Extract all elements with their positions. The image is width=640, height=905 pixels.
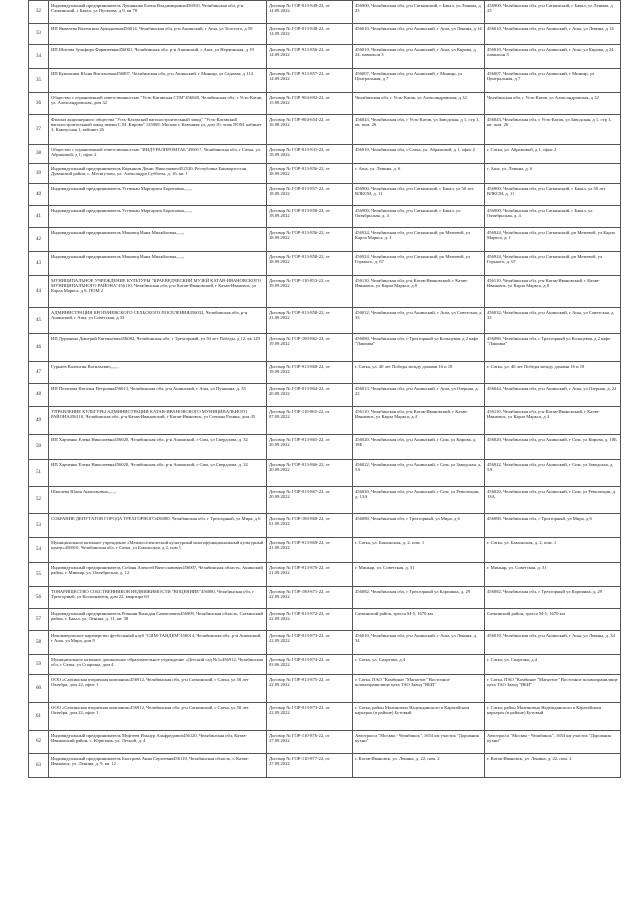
- service-address: 456022, Челябинская обл, р-н Ашинский, г Сим, ул Заводская, д. 5А: [485, 460, 621, 487]
- row-number: 39: [29, 164, 49, 184]
- table-row: [29, 487, 621, 514]
- table-row: [29, 164, 621, 184]
- row-number: 63: [29, 754, 49, 778]
- object-location: 456080, Челябинская обл, г Трехгорный, ул Мира, д 6: [353, 514, 485, 538]
- contract-reference: Договор № ГОР-913-873-22, от 22.09.2022: [267, 703, 353, 731]
- object-location: 456924, Челябинская обл, р-н Саткинский, рп Межевой, ул Карла Маркса, д. 1: [353, 228, 485, 252]
- object-location: 456043, Челябинская обл, г Усть-Катав, ул Заводская, д 1, стр 1, кв. пом. 26: [353, 115, 485, 145]
- organization-name: ООО «Саткинская вторичная компания»456912, Челябинская обл, р-н Саткинский, г Сатка, ул 50 лет Октября, дом 22, офис 1: [49, 675, 267, 703]
- contract-reference: Договор № ГОР-913-875-22, от 22.09.2022: [267, 675, 353, 703]
- contract-reference: Договор № ГОР-913-857-22, от 14.09.2022: [267, 69, 353, 93]
- object-location: г. Миньяр, ул. Советская, д. 31: [353, 563, 485, 587]
- organization-name: Муниципальное казенное дошкольное образовательное учреждение «Детский сад №3»456912, Челябинская обл, г Сатка, ул Спартака, дом 4: [49, 655, 267, 675]
- table-row: [29, 334, 621, 362]
- row-number: 53: [29, 514, 49, 538]
- table-row: [29, 587, 621, 609]
- object-location: Челябинская обл, г Усть-Катав, ул Александровская, д 32: [353, 93, 485, 115]
- table-row: [29, 24, 621, 45]
- service-address: 456900, Челябинская обл, р-н Саткинский, г Бакал, ул Октябрьская, д. 4: [485, 206, 621, 228]
- object-location: 456010, Челябинская обл, р-н Ашинский, г Аша, ул Ленина, д. 34: [353, 631, 485, 655]
- table-row: [29, 228, 621, 252]
- table-row: [29, 45, 621, 69]
- organization-name: Индивидуальный предприниматель Рошнян Вильдан Самвелович456909, Челябинская область, Саткинский район, г. Бакал, ул. Ленина, д. 11, кв. 38: [49, 609, 267, 631]
- organization-name: ТОВАРИЩЕСТВО СОБСТВЕННИКОВ НЕДВИЖИМОСТИ "ВОЦЕНИЙЕ"456080, Челябинская обл, г Трехгорный, ул Космонавтов, дом 22, квартира 63: [49, 587, 267, 609]
- row-number: 50: [29, 435, 49, 460]
- service-address: г. Сатка, ул. Бакальская, д. 2, пом. 1: [485, 538, 621, 563]
- service-address: г. Сатка, ул. Спартака, д.4: [485, 655, 621, 675]
- row-number: 34: [29, 45, 49, 69]
- organization-name: Некоммерческое партнерство футбольный клуб "СИМ-ТАНДЕМ"456014, Челябинская обл, р-н Ашинский, г Аша, ул Мира, дом 9: [49, 631, 267, 655]
- contract-reference: Договор № ГОР-913-857-22, от 18.09.2022: [267, 184, 353, 206]
- contract-reference: Договор № ГОР-913-867-22, от 20.09.2022: [267, 487, 353, 514]
- contract-reference: Договор № ГОР-110-877-22, от 27.09.2022: [267, 754, 353, 778]
- service-address: Саткинский район, трасса М-5, 1670 км: [485, 609, 621, 631]
- service-address: 456082, Челябинская обл, г Трехгорный ул Карпинка, д. 29: [485, 587, 621, 609]
- object-location: г. Сатка, район Малиновых Надеждинского в Карагайском карьерах (в районе) Бутовый: [353, 703, 485, 731]
- contract-reference: Договор № ГОР-913-849-22, от 14.09.2022: [267, 1, 353, 24]
- organization-name: Индивидуальный предприниматель Устюжан Маргарита Борисовна,,,,,,,: [49, 206, 267, 228]
- row-number: 35: [29, 69, 49, 93]
- row-number: 59: [29, 655, 49, 675]
- object-location: г. Сатка, ПАО "Комбинат "Магнезит" Восточное шламохранилище цеха ТАО Завод "ВБИ": [353, 675, 485, 703]
- contract-reference: Договор № ГОР-913-868-22, от 19.09.2022: [267, 362, 353, 384]
- contract-reference: Договор № ГОР-913-873-22, от 22.09.2022: [267, 631, 353, 655]
- table-row: [29, 145, 621, 164]
- contract-reference: Договор № ГОР-913-856-22, от 14.09.2022: [267, 45, 353, 69]
- service-address: 456032, Челябинская обл, р-н Ашинский, г Аша, ул Советская, д 33: [485, 308, 621, 334]
- object-location: 456900, Челябинская обл, р-н Саткинский, г Бакал, ул 50 лет ВЛКСМ, д. 11: [353, 184, 485, 206]
- service-address: 456900, Челябинская обл, р-н Саткинский, г Бакал, ул Ленина, д 25: [485, 1, 621, 24]
- service-address: г. Сатка, ул. Абрамовой, д 1, офис 2: [485, 145, 621, 164]
- row-number: 62: [29, 731, 49, 754]
- table-row: [29, 93, 621, 115]
- contract-reference: Договор № ГОР-913-874-22, от 03.06.2022: [267, 655, 353, 675]
- organization-name: Общество с ограниченной ответственностью "Усть-Катавская СТМ"456040, Челябинская обл, г Усть-Катав, ул. Александровская, дом 32: [49, 93, 267, 115]
- table-row: [29, 731, 621, 754]
- row-number: 46: [29, 334, 49, 362]
- service-address: г. Аша, ул. Ленина, д. 6: [485, 164, 621, 184]
- object-location: 456924, Челябинская обл, р-н Саткинский, рп Межевой, ул Горького, д. 67: [353, 252, 485, 276]
- table-row: [29, 754, 621, 778]
- service-address: Автотрасса "Москва - Челябинск", 1654 км участок "Дорожник кухни": [485, 731, 621, 754]
- object-location: 456020, Челябинская обл, р-н Ашинский, г Сим, ул Революции, д. 13А: [353, 487, 485, 514]
- row-number: 61: [29, 703, 49, 731]
- object-location: Саткинский район, трасса М-5, 1670 км: [353, 609, 485, 631]
- table-row: [29, 206, 621, 228]
- table-row: [29, 276, 621, 308]
- table-row: [29, 655, 621, 675]
- contract-reference: Договор № ГОР-913-872-22, от 22.09.2022: [267, 609, 353, 631]
- table-row: [29, 362, 621, 384]
- row-number: 33: [29, 24, 49, 45]
- object-location: 456010, Челябинская обл, р-н Ашинский, г Аша, ул Кирова, д 24, павильон 3: [353, 45, 485, 69]
- organization-name: Индивидуальный предприниматель Маковец Инна Михайловна,,,,,,,: [49, 228, 267, 252]
- object-location: 456080, Челябинская обл, г Трехгорный ул Кольцевая, д 2 кафе "Лакомка": [353, 334, 485, 362]
- contract-reference: Договор № ГОР-913-858-22, от 18.09.2022: [267, 206, 353, 228]
- object-location: 456082, Челябинская обл, г Трехгорный ул Карпинка, д. 29: [353, 587, 485, 609]
- organization-name: Индивидуальный предприниматель Быстрова Анна Сергеевна456110, Челябинская область, г. Катав-Ивановск, ул. Ленина, д. 9, кв. 12: [49, 754, 267, 778]
- organization-name: ИП Дуранина Дмитрий Евгеньевич456082, Челябинская обл, г Трехгорный, ул 50 лет Победы, д 12, кв 129: [49, 334, 267, 362]
- contract-reference: Договор № ГОР-913-831-22, от 18.09.2022: [267, 145, 353, 164]
- organization-name: Муниципальное казенное учреждение «Межпоселенческий культурный многофункциональный культурный центр»456910, Челябинская обл, г Сатка, ул Бакальская, д 2, пом 1: [49, 538, 267, 563]
- organization-name: Индивидуальный предприниматель Маковец Инна Михайловна,,,,,,,: [49, 252, 267, 276]
- organization-name: Гуркаев Валентин Васильевич,,,,,,,: [49, 362, 267, 384]
- table-row: [29, 435, 621, 460]
- organization-name: ИП Потапова Наталья Петровна456013, Челябинская обл, р-н Ашинский, г Аша, ул Пушкина, д. 35: [49, 384, 267, 407]
- service-address: 456020, Челябинская обл, р-н Ашинский, г Сим, ул Кирова, д. 18Б: [485, 435, 621, 460]
- table-row: [29, 1, 621, 24]
- organization-name: ООО «Саткинская вторичная компания»456912, Челябинская обл, р-н Саткинский, г Сатка, ул 50 лет Октября, дом 22, офис 1: [49, 703, 267, 731]
- row-number: 47: [29, 362, 49, 384]
- contract-reference: Договор № ГОР-110-853-22, от 19.09.2022: [267, 276, 353, 308]
- row-number: 40: [29, 184, 49, 206]
- contract-reference: Договор № ГОР-913-858-22, от 21.09.2022: [267, 308, 353, 334]
- organization-name: ИП Кувалкина Юлия Витальевна456007, Челябинская обл, р-н Ашинский, г Миньяр, ул Садовая, д 114: [49, 69, 267, 93]
- contract-reference: Договор № ГОР-913-864-22, от 20.09.2022: [267, 384, 353, 407]
- contract-reference: Договор № ГОР-913-869-22, от 21.09.2022: [267, 538, 353, 563]
- organization-name: Шмелева Юлия Анатольевна,,,,,,,: [49, 487, 267, 514]
- row-number: 48: [29, 384, 49, 407]
- table-row: [29, 563, 621, 587]
- organization-name: Индивидуальный предприниматель Муфтеев Ильнур Альфредович456120, Челябинская обл, Катав-Ивановский район, с. Юрюзань, ул. Лесной, д. 4: [49, 731, 267, 754]
- contract-reference: Договор № ГОР-110-876-22, от 27.09.2022: [267, 731, 353, 754]
- table-row: [29, 538, 621, 563]
- row-number: 38: [29, 145, 49, 164]
- organization-name: Индивидуальный предприниматель Собаня Алексей Вячеславович456007, Челябинская область, Ашинский район, г. Миньяр, ул. Октябрьская, д. 12: [49, 563, 267, 587]
- contract-reference: Договор № ГОР-913-870-22, от 21.09.2022: [267, 563, 353, 587]
- organization-name: Филиал акционерного общества "Усть-Катавский вагоностроительный завод" "Усть-Катавский вагоностроительный завод имени С.М. Кирова" 125009, Москва г, Казенная ул, дом 10, этаж ПОМ. кабинет 3, Кампусная 1, кабинет 26: [49, 115, 267, 145]
- organization-name: ИП Шитова Зульфира Фарвиеевна456001, Челябинская обл, р-н Ашинский, г Аша, ул Нерчинская, д 19: [49, 45, 267, 69]
- table-row: [29, 609, 621, 631]
- object-location: г. Сатка, ул. 40 лет Победы между домами 16 и 18: [353, 362, 485, 384]
- organization-name: Общество с ограниченной ответственностью "ИНДУРАЛПРОМТАБ"456017, Челябинская обл, г Сатка, ул. Абрамовой, д 1, офис 2: [49, 145, 267, 164]
- organization-name: АДМИНИСТРАЦИЯ КРОПАЧЕВСКОГО СЕЛЬСКОГО ПОСЕЛЕНИЯ456032, Челябинская обл, р-н Ашинский, г Аша, ул Советская, д 33: [49, 308, 267, 334]
- service-address: 456924, Челябинская обл, р-н Саткинский, рп Межевой, ул Карла Маркса, д. 1: [485, 228, 621, 252]
- row-number: 45: [29, 308, 49, 334]
- service-address: 456020, Челябинская обл, р-н Ашинский, г Сим, ул Революции, д. 13А: [485, 487, 621, 514]
- service-address: г. Сатка, ул. 40 лет Победы между домами 16 и 18: [485, 362, 621, 384]
- row-number: 52: [29, 487, 49, 514]
- service-address: Челябинская обл, г Усть-Катав, ул Александровская, д 32: [485, 93, 621, 115]
- service-address: 456080, Челябинская обл, г Трехгорный ул Кольцевая, д 2 кафе "Лакомка": [485, 334, 621, 362]
- object-location: г. Катав-Ивановск, ул. Ленина, д. 22, пом. 2: [353, 754, 485, 778]
- object-location: 456110, Челябинская обл, р-н Катав-Ивановский, г Катав-Ивановск, ул Карла Маркса, д 4: [353, 407, 485, 435]
- row-number: 57: [29, 609, 49, 631]
- registry-body: [29, 1, 621, 778]
- service-address: 456044, Челябинская обл, р-н Ашинский, г Аша, ул Озерная, д. 22: [485, 384, 621, 407]
- object-location: 456007, Челябинская обл, р-н Ашинский, г Миньяр, ул Центральная, д 7: [353, 69, 485, 93]
- service-address: 456110, Челябинская обл, р-н Катав-Ивановский, г Катав-Ивановск, ул Карла Маркса, д 8: [485, 276, 621, 308]
- organization-name: ИП Яковлева Валентина Аркадьевна456014, Челябинская обл, р-н Ашинский, г Аша, ул Толстого, д 59: [49, 24, 267, 45]
- object-location: г. Сатка, ул. Спартака, д.4: [353, 655, 485, 675]
- organization-name: СОБРАНИЕ ДЕПУТАТОВ ГОРОДА ТРЕХГОРНОГО456080, Челябинская обл, г Трехгорный, ул Мира, д 6: [49, 514, 267, 538]
- row-number: 37: [29, 115, 49, 145]
- service-address: г. Катав-Ивановск, ул. Ленина, д. 22, пом. 2: [485, 754, 621, 778]
- row-number: 49: [29, 407, 49, 435]
- row-number: 56: [29, 587, 49, 609]
- contract-reference: Договор № ГОР-904-654-22, от 16.08.2022: [267, 115, 353, 145]
- object-location: 456900, Челябинская обл, р-н Саткинский, г Бакал, ул Ленина, д 25: [353, 1, 485, 24]
- object-location: 456032, Челябинская обл, р-н Ашинский, г Аша, ул Советская, д 33: [353, 308, 485, 334]
- registry-table: [28, 0, 621, 778]
- table-row: [29, 703, 621, 731]
- table-row: [29, 460, 621, 487]
- row-number: 60: [29, 675, 49, 703]
- service-address: 456043, Челябинская обл, г Усть-Катав, ул Заводская, д 1, стр 1, кв. пом. 26: [485, 115, 621, 145]
- object-location: Автотрасса "Москва - Челябинск", 1654 км участок "Дорожник кухни": [353, 731, 485, 754]
- service-address: г. Сатка, район Малиновых Надеждинского в Карагайском карьерах (в районе) Бутовый: [485, 703, 621, 731]
- contract-reference: Договор № ГОР-110-865-22, от 07.09.2022: [267, 407, 353, 435]
- object-location: 456010, Челябинская обл, р-н Ашинский, г Аша, ул Ленина, д 14: [353, 24, 485, 45]
- table-row: [29, 514, 621, 538]
- object-location: 456013, Челябинская обл, р-н Ашинский, г Аша, ул Озерная, д. 22: [353, 384, 485, 407]
- organization-name: Индивидуальный предприниматель Кирьянов Денис Николаевич452530, Республика Башкортостан, Дуванский район, с. Месягутово, ул. Александра Субботы, д. 16, кв. 1: [49, 164, 267, 184]
- service-address: 456900, Челябинская обл, р-н Саткинский, г Бакал, ул 50 лет ВЛКСМ, д. 11: [485, 184, 621, 206]
- organization-name: Индивидуальный предприниматель Устюжан Маргарита Борисовна,,,,,,,: [49, 184, 267, 206]
- row-number: 54: [29, 538, 49, 563]
- contract-reference: Договор № ГОР-913-856-22, от 18.09.2022: [267, 164, 353, 184]
- object-location: г. Сатка, ул. Бакальская, д. 2, пом. 1: [353, 538, 485, 563]
- row-number: 44: [29, 276, 49, 308]
- row-number: 36: [29, 93, 49, 115]
- contract-reference: Договор № ГОР-180-862-22, от 19.09.2022: [267, 334, 353, 362]
- object-location: 456020, Челябинская обл, р-н Ашинский, г Сим, ул Кирова, д. 18Б: [353, 435, 485, 460]
- organization-name: УПРАВЛЕНИЕ КУЛЬТУРЫ АДМИНИСТРАЦИИ КАТАВ-ИВАНОВСКОГО МУНИЦИПАЛЬНОГО РАЙОНА456110, Челябинская обл, р-н Катав-Ивановский, г Катав-Ивановск, ул Степана Разина, дом 45: [49, 407, 267, 435]
- service-address: 456080, Челябинская обл, г Трехгорный, ул Мира, д 6: [485, 514, 621, 538]
- contract-reference: Договор № ГОР-180-871-22, от 22.09.2022: [267, 587, 353, 609]
- row-number: 43: [29, 252, 49, 276]
- table-row: [29, 308, 621, 334]
- object-location: 456910, Челябинская обл, г Сатка, ул. Абрамовой, д 1, офис 2: [353, 145, 485, 164]
- service-address: 456010, Челябинская обл, р-н Ашинский, г Аша, ул Ленина, д. 34: [485, 631, 621, 655]
- table-row: [29, 184, 621, 206]
- table-row: [29, 631, 621, 655]
- row-number: 58: [29, 631, 49, 655]
- service-address: 456007, Челябинская обл, р-н Ашинский, г Миньяр, ул Центральная, д 7: [485, 69, 621, 93]
- contract-reference: Договор № ГОР-913-858-22, от 18.09.2022: [267, 252, 353, 276]
- service-address: 456924, Челябинская обл, р-н Саткинский, рп Межевой, ул Горького, д. 67: [485, 252, 621, 276]
- row-number: 41: [29, 206, 49, 228]
- service-address: 456010, Челябинская обл, р-н Ашинский, г Аша, ул Кирова, д 24, павильон 3: [485, 45, 621, 69]
- row-number: 42: [29, 228, 49, 252]
- service-address: г. Миньяр, ул. Советская, д. 31: [485, 563, 621, 587]
- table-row: [29, 69, 621, 93]
- contract-reference: Договор № ГОР-904-692-22, от 15.08.2022: [267, 93, 353, 115]
- object-location: 456110, Челябинская обл, р-н Катав-Ивановский, г Катав-Ивановск, ул Карла Маркса, д 8: [353, 276, 485, 308]
- table-row: [29, 384, 621, 407]
- object-location: 456900, Челябинская обл, р-н Саткинский, г Бакал, ул Октябрьская, д. 4: [353, 206, 485, 228]
- table-row: [29, 252, 621, 276]
- row-number: 51: [29, 460, 49, 487]
- service-address: 456110, Челябинская обл, р-н Катав-Ивановский, г Катав-Ивановск, ул Карла Маркса, д 4: [485, 407, 621, 435]
- table-row: [29, 115, 621, 145]
- organization-name: МУНИЦИПАЛЬНОЕ УЧРЕЖДЕНИЕ КУЛЬТУРЫ "КРАЕВЕДЧЕСКИЙ МУЗЕЙ КАТАВ-ИВАНОВСКОГО МУНИЦИПАЛЬНОГО РАЙОНА"456110, Челябинская обл, р-н Катав-Ивановский, г Катав-Ивановск, ул Карла Маркса, д 8, ПОМ 2: [49, 276, 267, 308]
- service-address: г. Сатка, ПАО "Комбинат "Магнезит" Восточное шламохранилище цеха ТАО Завод "ВБИ": [485, 675, 621, 703]
- table-row: [29, 675, 621, 703]
- organization-name: ИП Харченко Елена Николаевна456020, Челябинская обл, р-н Ашинский, г Сим, ул Свердлова, д. 32: [49, 460, 267, 487]
- organization-name: ИП Харченко Елена Николаевна456020, Челябинская обл, р-н Ашинский, г Сим, ул Свердлова, д. 32: [49, 435, 267, 460]
- row-number: 32: [29, 1, 49, 24]
- contract-reference: Договор № ГОР-913-848-22, от 14.09.2022: [267, 24, 353, 45]
- contract-reference: Договор № ГОР-180-868-22, от 01.09.2022: [267, 514, 353, 538]
- contract-reference: Договор № ГОР-913-856-22, от 18.09.2022: [267, 228, 353, 252]
- row-number: 55: [29, 563, 49, 587]
- contract-reference: Договор № ГОР-913-865-22, от 20.09.2022: [267, 435, 353, 460]
- object-location: г. Аша, ул. Ленина, д. 6: [353, 164, 485, 184]
- contract-reference: Договор № ГОР-913-866-22, от 20.09.2022: [267, 460, 353, 487]
- object-location: 456022, Челябинская обл, р-н Ашинский, г Сим, ул Заводская, д. 5А: [353, 460, 485, 487]
- organization-name: Индивидуальный предприниматель Лукиянова Елена Владимировна456910, Челябинская обл, р-н Саткинский, г Бакал, ул Пугачева, д 9, кв 78: [49, 1, 267, 24]
- service-address: 456010, Челябинская обл, р-н Ашинский, г Аша, ул Ленина, д 14: [485, 24, 621, 45]
- table-row: [29, 407, 621, 435]
